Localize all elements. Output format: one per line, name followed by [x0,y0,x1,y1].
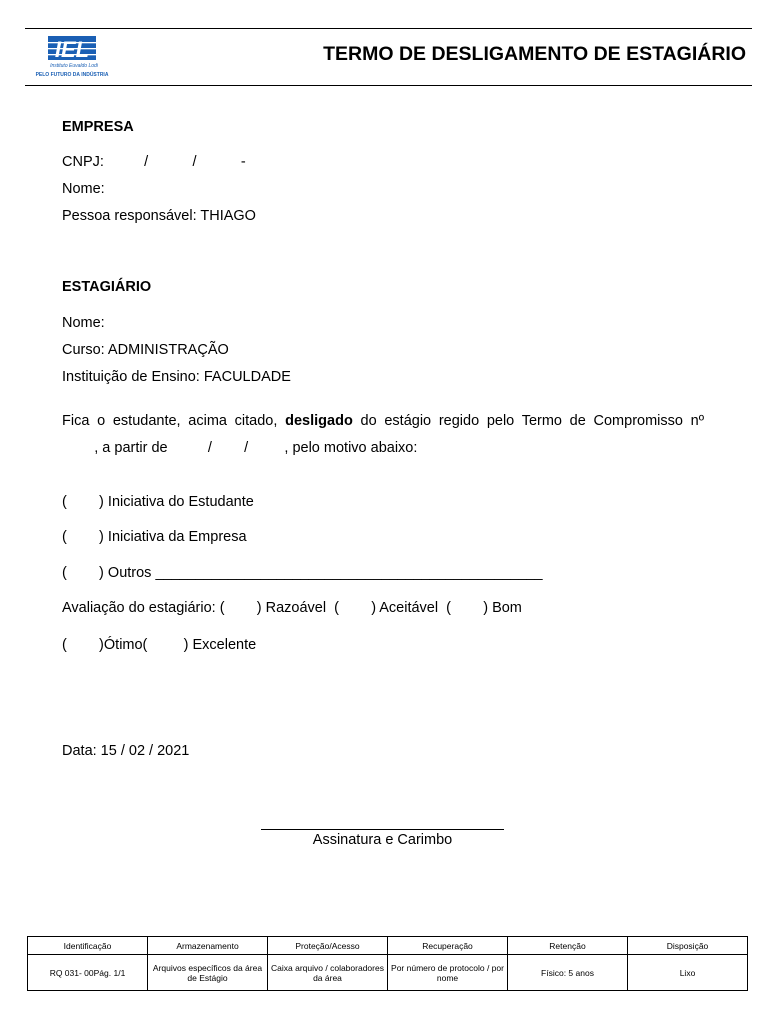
desligamento-paragraph [62,413,704,429]
motivo-iniciativa-estudante: ( ) Iniciativa do Estudante [62,494,254,510]
estagiario-instituicao: Instituição de Ensino: FACULDADE [62,369,291,385]
avaliacao-line-1: Avaliação do estagiário: ( ) Razoável ( ) Aceitável ( ) Bom [62,600,522,616]
records-cell: Por número de protocolo / por nome [388,955,508,991]
records-header-cell: Identificação [28,937,148,955]
signature-label: Assinatura e Carimbo [312,832,453,848]
estagiario-heading: ESTAGIÁRIO [62,279,152,295]
iel-logo-mark [28,33,120,79]
records-cell: Arquivos específicos da área de Estágio [148,955,268,991]
motivo-outros: ( ) Outros ________________________________________________ [62,565,543,581]
estagiario-nome: Nome: [62,315,105,331]
records-cell: RQ 031- 00Pág. 1/1 [28,955,148,991]
records-header-cell: Proteção/Acesso [268,937,388,955]
signature-line [261,829,504,830]
header-top-rule [25,28,752,29]
header-bottom-rule [25,85,752,86]
motivo-iniciativa-empresa: ( ) Iniciativa da Empresa [62,529,247,545]
records-header-cell: Retenção [508,937,628,955]
date-line: Data: 15 / 02 / 2021 [62,743,190,759]
avaliacao-line-2: ( )Ótimo( ) Excelente [62,637,257,653]
records-cell: Físico: 5 anos [508,955,628,991]
records-table-row [28,955,748,991]
estagiario-curso: Curso: ADMINISTRAÇÃO [62,342,229,358]
logo-tagline: PELO FUTURO DA INDÚSTRIA [35,72,109,78]
iel-logo [28,33,120,79]
paragraph-text-start: Fica o estudante, acima citado, [62,413,278,429]
empresa-nome: Nome: [62,181,105,197]
empresa-cnpj: CNPJ: / / - [62,154,246,170]
logo-subtitle: Instituto Euvaldo Lodi [50,63,98,69]
records-table-header-row [28,937,748,955]
records-header-cell: Recuperação [388,937,508,955]
empresa-responsavel: Pessoa responsável: THIAGO [62,208,256,224]
paragraph-text-end: do estágio regido pelo Termo de Compromisso nº [360,413,705,429]
records-header-cell: Disposição [628,937,748,955]
records-header-cell: Armazenamento [148,937,268,955]
records-table [27,936,748,991]
paragraph-second-line: , a partir de / / , pelo motivo abaixo: [62,440,418,456]
paragraph-bold-desligado: desligado [285,413,353,429]
records-cell: Lixo [628,955,748,991]
empresa-heading: EMPRESA [62,119,134,135]
document-title: TERMO DE DESLIGAMENTO DE ESTAGIÁRIO [323,43,746,65]
logo-text: IEL [54,37,90,62]
records-cell: Caixa arquivo / colaboradores da área [268,955,388,991]
